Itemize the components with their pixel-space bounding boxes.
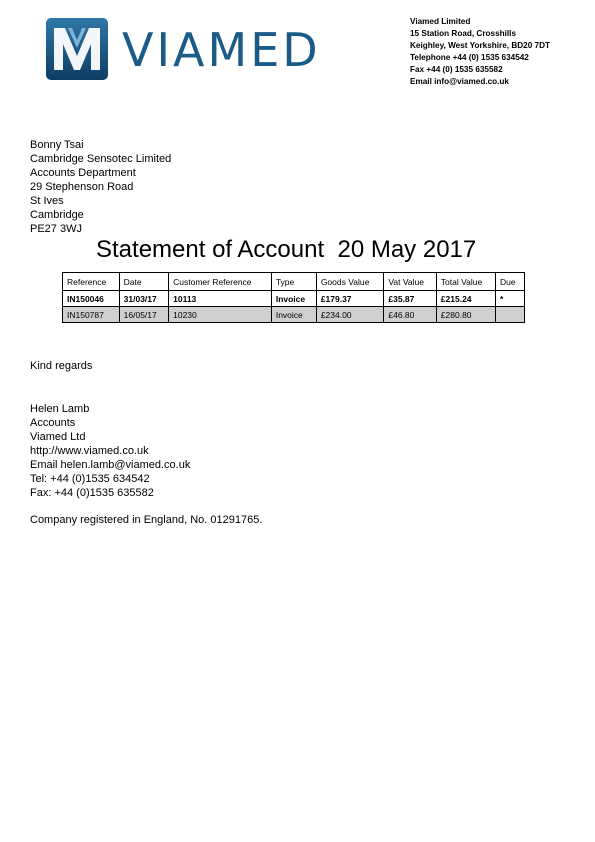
cell-total-value: £280.80 [436, 307, 495, 323]
cell-reference: IN150046 [63, 291, 120, 307]
cell-vat-value: £46.80 [384, 307, 436, 323]
cell-date: 31/03/17 [119, 291, 168, 307]
recipient-address [30, 138, 171, 236]
recipient-name: Bonny Tsai [30, 139, 84, 151]
company-email: Email info@viamed.co.uk [410, 77, 509, 86]
table-row [63, 307, 525, 323]
company-registration: Company registered in England, No. 01291765. [30, 514, 263, 526]
viamed-logo [44, 18, 350, 82]
col-vat-value: Vat Value [384, 273, 436, 291]
signature-website: http://www.viamed.co.uk [30, 445, 149, 457]
recipient-company: Cambridge Sensotec Limited [30, 153, 172, 165]
cell-customer-reference: 10113 [169, 291, 272, 307]
viamed-logo-mark [46, 18, 108, 80]
signature-email: Email helen.lamb@viamed.co.uk [30, 459, 191, 471]
cell-date: 16/05/17 [119, 307, 168, 323]
company-line: 15 Station Road, Crosshills [410, 29, 517, 38]
col-total-value: Total Value [436, 273, 495, 291]
statement-title: Statement of Account 20 May 2017 [96, 236, 477, 263]
cell-due: * [496, 291, 525, 307]
signature-company: Viamed Ltd [30, 431, 86, 443]
logo-wordmark: VIAMED [122, 23, 321, 77]
cell-due [496, 307, 525, 323]
table-row [63, 291, 525, 307]
cell-total-value: £215.24 [436, 291, 495, 307]
recipient-postcode: PE27 3WJ [30, 223, 82, 235]
statement-table [62, 272, 525, 323]
cell-customer-reference: 10230 [169, 307, 272, 323]
signature-department: Accounts [30, 417, 76, 429]
recipient-street: 29 Stephenson Road [30, 181, 134, 193]
signature-fax: Fax: +44 (0)1535 635582 [30, 487, 154, 499]
table-header-row [63, 273, 525, 291]
signature-name: Helen Lamb [30, 403, 90, 415]
company-address-block [410, 16, 550, 88]
company-line: Viamed Limited [410, 17, 471, 26]
cell-type: Invoice [271, 307, 316, 323]
recipient-department: Accounts Department [30, 167, 136, 179]
col-type: Type [271, 273, 316, 291]
col-reference: Reference [63, 273, 120, 291]
cell-goods-value: £234.00 [316, 307, 384, 323]
cell-vat-value: £35.87 [384, 291, 436, 307]
col-goods-value: Goods Value [316, 273, 384, 291]
company-line: Telephone +44 (0) 1535 634542 [410, 53, 529, 62]
signature-block [30, 402, 190, 500]
signature-telephone: Tel: +44 (0)1535 634542 [30, 473, 150, 485]
closing-text: Kind regards [30, 360, 93, 372]
cell-type: Invoice [271, 291, 316, 307]
col-due: Due [496, 273, 525, 291]
company-line: Keighley, West Yorkshire, BD20 7DT [410, 41, 550, 50]
company-line: Fax +44 (0) 1535 635582 [410, 65, 503, 74]
cell-goods-value: £179.37 [316, 291, 384, 307]
recipient-city: Cambridge [30, 209, 84, 221]
cell-reference: IN150787 [63, 307, 120, 323]
recipient-town: St Ives [30, 195, 64, 207]
col-date: Date [119, 273, 168, 291]
col-customer-reference: Customer Reference [169, 273, 272, 291]
